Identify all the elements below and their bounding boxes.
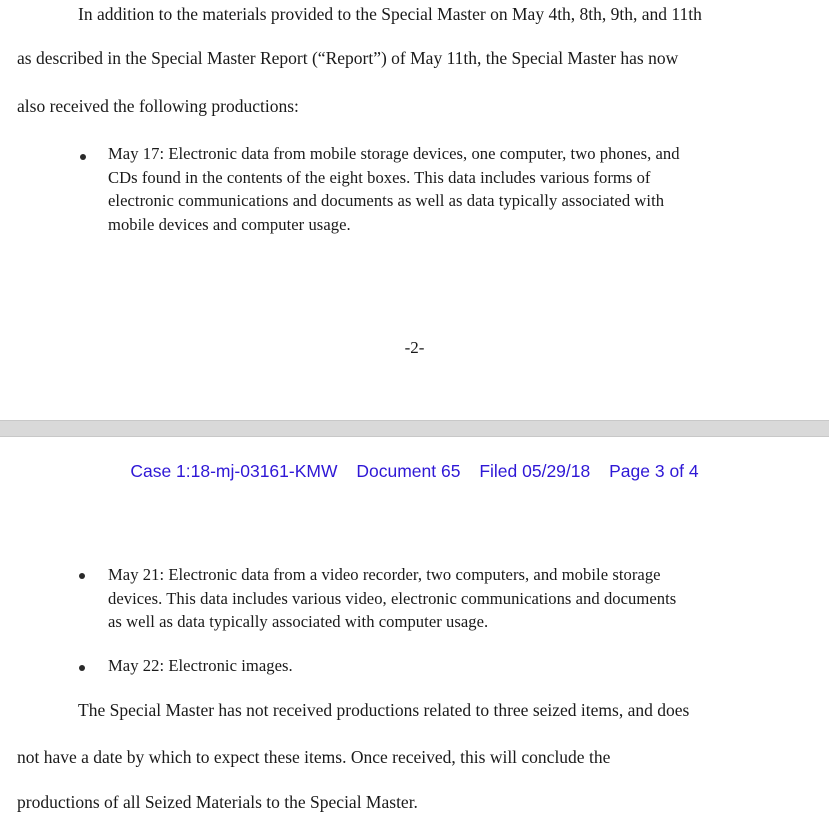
paragraph-line: The Special Master has not received productions related to three seized items, and does [78, 700, 690, 720]
bullet-line: electronic communications and documents as well as data typically associated with [108, 191, 665, 210]
bullet-line: as well as data typically associated with computer usage. [108, 612, 489, 631]
bullet-item-may-21 [108, 563, 808, 634]
bullet-item-may-22 [108, 654, 808, 678]
bullet-dot [79, 573, 85, 579]
bullet-line: May 17: Electronic data from mobile storage devices, one computer, two phones, and [108, 144, 680, 163]
bullet-line: mobile devices and computer usage. [108, 214, 351, 234]
page-number: -2- [404, 338, 425, 357]
document-number: Document 65 [356, 461, 461, 481]
paragraph-line: as described in the Special Master Report (“Report”) of May 11th, the Special Master has now [17, 48, 679, 68]
bullet-line: devices. This data includes various video, electronic communications and documents [108, 588, 677, 608]
page-of-total: Page 3 of 4 [609, 461, 699, 481]
filed-date: Filed 05/29/18 [479, 461, 591, 481]
bullet-line: May 22: Electronic images. [108, 656, 293, 675]
document-page-3 [0, 437, 829, 815]
page-separator [0, 420, 829, 437]
paragraph-line: productions of all Seized Materials to the Special Master. [17, 792, 418, 812]
paragraph-line: not have a date by which to expect these items. Once received, this will conclude the [17, 747, 611, 767]
paragraph-line: In addition to the materials provided to the Special Master on May 4th, 8th, 9th, and 11th [78, 4, 702, 24]
bullet-line: May 21: Electronic data from a video recorder, two computers, and mobile storage [108, 565, 661, 584]
bullet-item-may-17 [108, 142, 808, 236]
bullet-dot [79, 665, 85, 671]
case-number: Case 1:18-mj-03161-KMW [130, 461, 338, 481]
bullet-dot [80, 154, 86, 160]
paragraph-line: also received the following productions: [17, 96, 299, 116]
bullet-line: CDs found in the contents of the eight boxes. This data includes various forms of [108, 167, 651, 187]
case-header-stamp [0, 461, 829, 481]
